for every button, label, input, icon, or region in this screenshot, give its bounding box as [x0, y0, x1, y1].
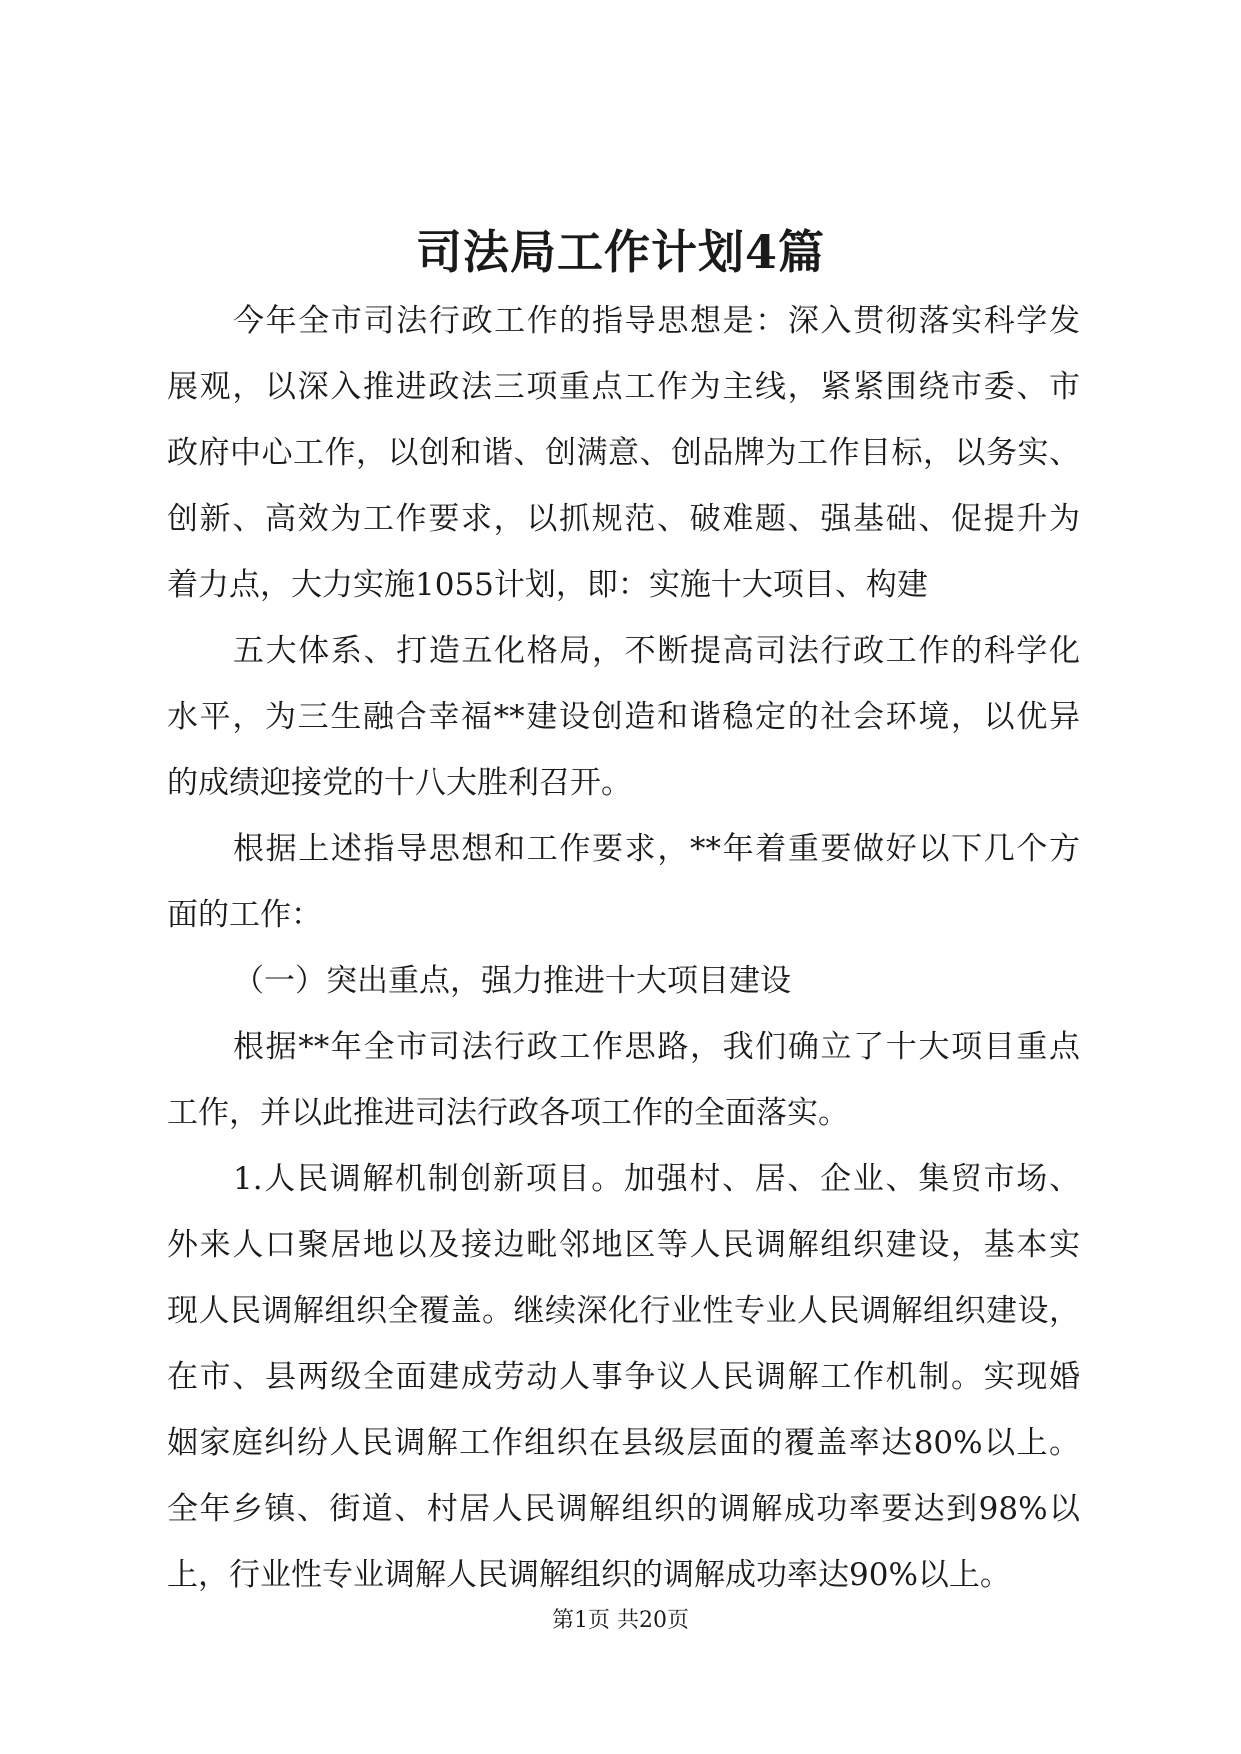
paragraph-line: 创新、高效为工作要求，以抓规范、破难题、强基础、促提升为 — [167, 501, 1080, 537]
paragraph-line: 姻家庭纠纷人民调解工作组织在县级层面的覆盖率达80%以上。 — [167, 1425, 1080, 1461]
document-title: 司法局工作计划4篇 — [415, 225, 825, 279]
paragraph-line: 的成绩迎接党的十八大胜利召开。 — [167, 765, 632, 801]
paragraph-line: 全年乡镇、街道、村居人民调解组织的调解成功率要达到98%以 — [167, 1491, 1080, 1527]
paragraph-line: 工作，并以此推进司法行政各项工作的全面落实。 — [167, 1095, 849, 1131]
paragraph-line: 根据**年全市司法行政工作思路，我们确立了十大项目重点 — [233, 1029, 1080, 1065]
paragraph-line: 五大体系、打造五化格局，不断提高司法行政工作的科学化 — [233, 633, 1080, 669]
section-heading: （一）突出重点，强力推进十大项目建设 — [233, 963, 791, 999]
paragraph-line: 政府中心工作，以创和谐、创满意、创品牌为工作目标，以务实、 — [167, 435, 1080, 471]
paragraph-line: 展观，以深入推进政法三项重点工作为主线，紧紧围绕市委、市 — [167, 369, 1080, 405]
paragraph-line: 在市、县两级全面建成劳动人事争议人民调解工作机制。实现婚 — [167, 1359, 1080, 1395]
paragraph-line: 面的工作： — [167, 897, 322, 933]
paragraph-line: 上，行业性专业调解人民调解组织的调解成功率达90%以上。 — [167, 1557, 1011, 1593]
paragraph-line: 今年全市司法行政工作的指导思想是：深入贯彻落实科学发 — [233, 303, 1080, 339]
paragraph-line: 现人民调解组织全覆盖。继续深化行业性专业人民调解组织建设， — [167, 1293, 1080, 1329]
paragraph-line: 根据上述指导思想和工作要求，**年着重要做好以下几个方 — [233, 831, 1080, 867]
paragraph-line: 外来人口聚居地以及接边毗邻地区等人民调解组织建设，基本实 — [167, 1227, 1080, 1263]
page-number-footer: 第1页 共20页 — [552, 1608, 689, 1633]
paragraph-line: 水平，为三生融合幸福**建设创造和谐稳定的社会环境，以优异 — [167, 699, 1080, 735]
paragraph-line: 着力点，大力实施1055计划，即：实施十大项目、构建 — [167, 567, 928, 603]
paragraph-line: 1.人民调解机制创新项目。加强村、居、企业、集贸市场、 — [233, 1161, 1080, 1197]
document-body — [167, 288, 1080, 1608]
